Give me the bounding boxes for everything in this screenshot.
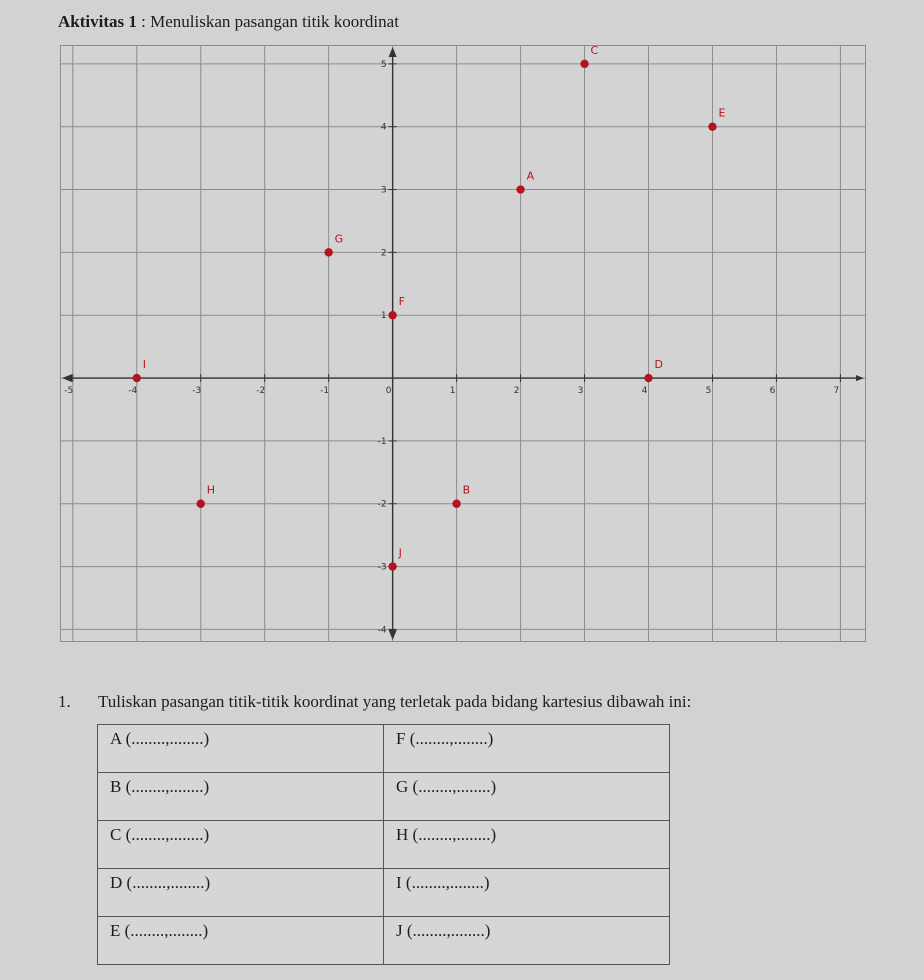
- answer-cell-left[interactable]: B (........,........): [98, 773, 384, 821]
- cartesian-plane: [60, 45, 866, 642]
- answer-row: [98, 917, 670, 965]
- answer-table: [97, 724, 670, 965]
- activity-subtitle: : Menuliskan pasangan titik koordinat: [136, 12, 399, 31]
- answer-cell-right[interactable]: G (........,........): [384, 773, 670, 821]
- point-c: [580, 60, 588, 68]
- answer-row: [98, 821, 670, 869]
- point-label-f: F: [398, 295, 405, 309]
- x-tick-label: 0: [385, 386, 392, 397]
- x-tick-label: -3: [192, 386, 202, 397]
- x-tick-label: 6: [769, 386, 776, 397]
- answer-row: [98, 773, 670, 821]
- x-tick-label: 1: [449, 386, 456, 397]
- point-g: [324, 248, 332, 256]
- y-tick-label: -3: [377, 562, 387, 573]
- answer-cell-right[interactable]: I (........,........): [384, 869, 670, 917]
- point-i: [133, 374, 141, 382]
- point-label-b: B: [462, 483, 471, 497]
- point-e: [708, 122, 716, 130]
- y-tick-label: 2: [380, 248, 387, 259]
- answer-cell-right[interactable]: J (........,........): [384, 917, 670, 965]
- point-b: [452, 500, 460, 508]
- y-tick-label: -1: [377, 436, 387, 447]
- question-number: 1.: [58, 692, 71, 711]
- point-h: [197, 500, 205, 508]
- y-tick-label: 5: [380, 59, 387, 70]
- x-tick-label: -2: [256, 386, 266, 397]
- answer-cell-right[interactable]: H (........,........): [384, 821, 670, 869]
- point-a: [516, 185, 524, 193]
- x-tick-label: 3: [577, 386, 584, 397]
- y-tick-label: 1: [380, 311, 387, 322]
- x-tick-label: -4: [128, 386, 138, 397]
- y-tick-label: -2: [377, 499, 387, 510]
- point-label-d: D: [654, 358, 663, 372]
- point-d: [644, 374, 652, 382]
- question-text: Tuliskan pasangan titik-titik koordinat yang terletak pada bidang kartesius dibawah ini:: [98, 692, 692, 711]
- answer-row: [98, 869, 670, 917]
- y-tick-label: 4: [380, 122, 387, 133]
- point-label-a: A: [526, 169, 535, 183]
- question-1: [58, 692, 691, 712]
- x-tick-label: -5: [64, 386, 74, 397]
- activity-title: Aktivitas 1: [58, 12, 137, 31]
- x-tick-label: -1: [320, 386, 330, 397]
- point-label-h: H: [206, 483, 216, 497]
- answer-row: [98, 725, 670, 773]
- y-tick-label: -4: [377, 625, 387, 636]
- point-label-c: C: [590, 45, 599, 57]
- answer-cell-right[interactable]: F (........,........): [384, 725, 670, 773]
- y-tick-label: 3: [380, 185, 387, 196]
- x-tick-label: 4: [641, 386, 648, 397]
- x-tick-label: 7: [833, 386, 840, 397]
- point-f: [388, 311, 396, 319]
- answer-cell-left[interactable]: D (........,........): [98, 869, 384, 917]
- activity-heading: [58, 12, 399, 32]
- answer-cell-left[interactable]: C (........,........): [98, 821, 384, 869]
- answer-cell-left[interactable]: E (........,........): [98, 917, 384, 965]
- point-label-e: E: [718, 106, 726, 120]
- point-j: [388, 562, 396, 570]
- x-tick-label: 2: [513, 386, 520, 397]
- point-label-i: I: [142, 358, 147, 372]
- plot-background: [60, 45, 866, 642]
- x-tick-label: 5: [705, 386, 712, 397]
- answer-cell-left[interactable]: A (........,........): [98, 725, 384, 773]
- point-label-g: G: [334, 232, 344, 246]
- point-label-j: J: [398, 546, 402, 560]
